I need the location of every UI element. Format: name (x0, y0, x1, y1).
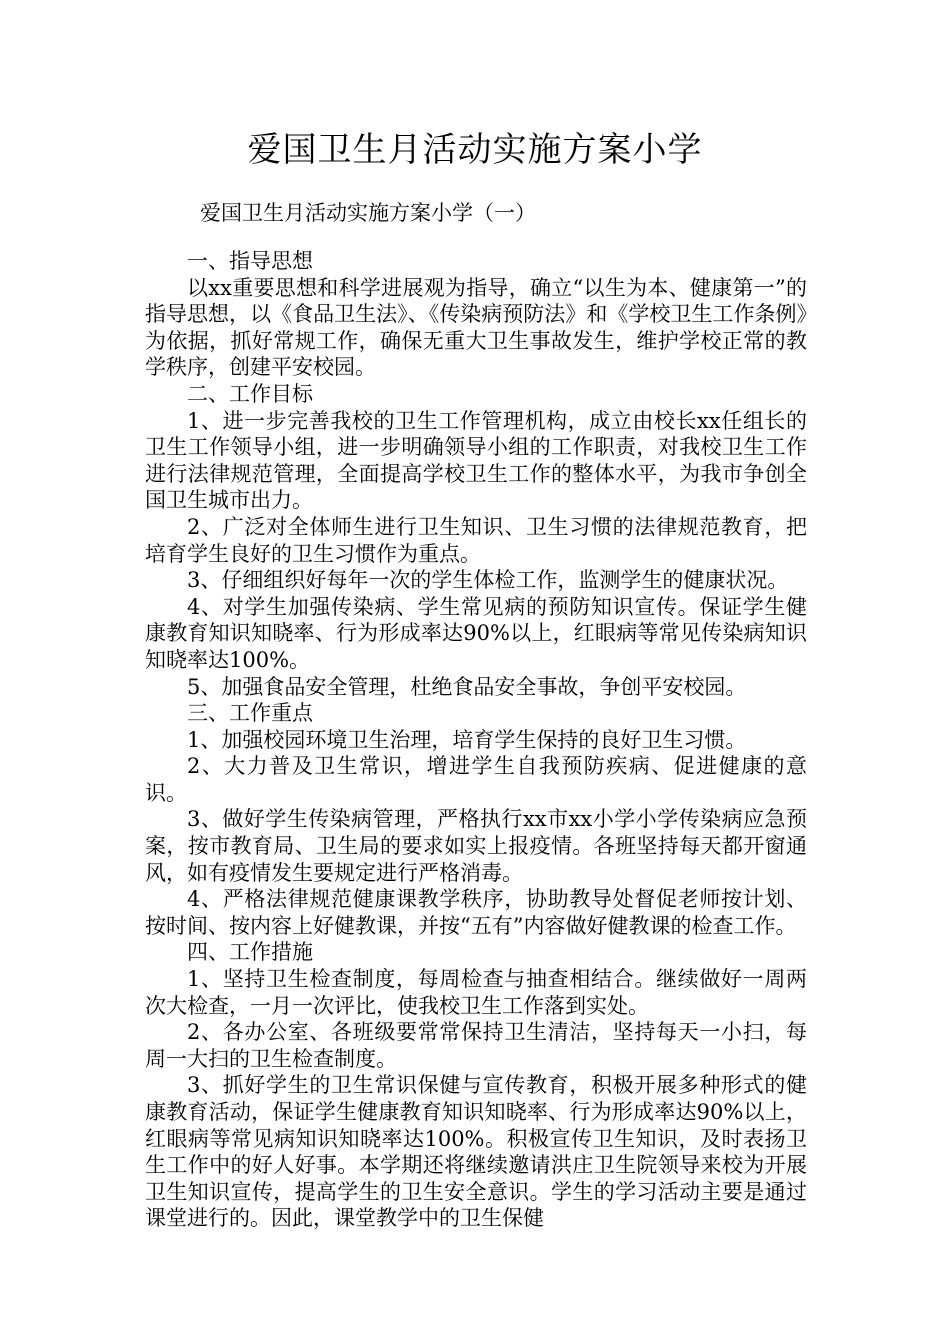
paragraph: 1、进一步完善我校的卫生工作管理机构，成立由校长xx任组长的卫生工作领导小组，进一步明确领导小组的工作职责，对我校卫生工作进行法律规范管理，全面提高学校卫生工作的整体水平，为我市争创全国卫生城市出力。 (145, 408, 807, 513)
section-heading: 四、工作措施 (187, 940, 313, 965)
paragraph: 3、仔细组织好每年一次的学生体检工作，监测学生的健康状况。 (187, 568, 789, 593)
document-subtitle: 爱国卫生月活动实施方案小学（一） (200, 201, 536, 225)
section-heading: 一、指导思想 (187, 249, 313, 273)
paragraph: 4、严格法律规范健康课教学秩序，协助教导处督促老师按计划、按时间、按内容上好健教课，并按“五有”内容做好健教课的检查工作。 (145, 887, 807, 938)
paragraph: 5、加强食品安全管理，杜绝食品安全事故，争创平安校园。 (187, 674, 747, 699)
document-title: 爱国卫生月活动实施方案小学 (247, 130, 703, 170)
paragraph: 4、对学生加强传染病、学生常见病的预防知识宣传。保证学生健康教育知识知晓率、行为形成率达90%以上，红眼病等常见传染病知识知晓率达100%。 (145, 594, 807, 672)
paragraph: 3、做好学生传染病管理，严格执行xx市xx小学小学传染病应急预案，按市教育局、卫生局的要求如实上报疫情。各班坚持每天都开窗通风，如有疫情发生要规定进行严格消毒。 (145, 807, 807, 885)
section-heading: 三、工作重点 (187, 701, 313, 726)
paragraph: 3、抓好学生的卫生常识保健与宣传教育，积极开展多种形式的健康教育活动，保证学生健康教育知识知晓率、行为形成率达90%以上，红眼病等常见病知识知晓率达100%。积极宣传卫生知识，及时表扬卫生工作中的好人好事。本学期还将继续邀请洪庄卫生院领导来校为开展卫生知识宣传，提高学生的卫生安全意识。学生的学习活动主要是通过课堂进行的。因此，课堂教学中的卫生保健 (145, 1073, 807, 1231)
paragraph: 2、各办公室、各班级要常常保持卫生清洁，坚持每天一小扫，每周一大扫的卫生检查制度。 (145, 1020, 807, 1071)
section-heading: 二、工作目标 (187, 381, 313, 406)
document-body (145, 248, 807, 1232)
paragraph: 1、坚持卫生检查制度，每周检查与抽查相结合。继续做好一周两次大检查，一月一次评比，使我校卫生工作落到实处。 (145, 967, 807, 1018)
paragraph: 以xx重要思想和科学进展观为指导，确立“以生为本、健康第一”的指导思想，以《食品卫生法》、《传染病预防法》和《学校卫生工作条例》为依据，抓好常规工作，确保无重大卫生事故发生，维护学校正常的教学秩序，创建平安校园。 (145, 275, 807, 380)
paragraph: 2、大力普及卫生常识，增进学生自我预防疾病、促进健康的意识。 (145, 754, 807, 805)
paragraph: 2、广泛对全体师生进行卫生知识、卫生习惯的法律规范教育，把培育学生良好的卫生习惯作为重点。 (145, 514, 807, 566)
paragraph: 1、加强校园环境卫生治理，培育学生保持的良好卫生习惯。 (187, 727, 747, 752)
